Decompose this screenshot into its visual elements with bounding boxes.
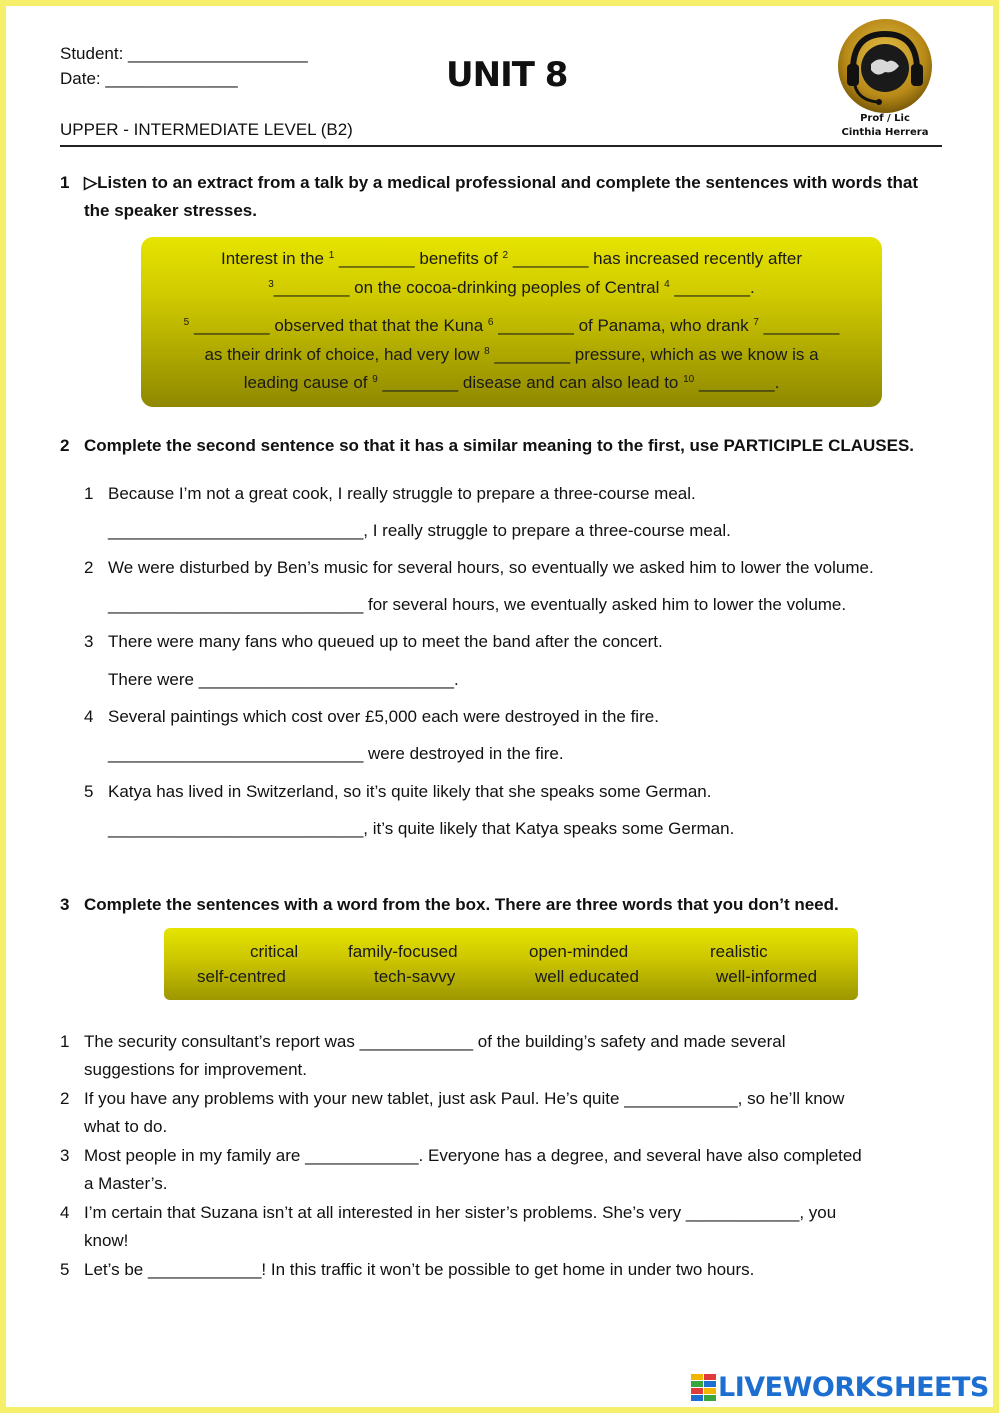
word-option: tech-savvy <box>374 967 456 986</box>
page-title: UNIT 8 <box>446 55 568 95</box>
level-label: UPPER - INTERMEDIATE LEVEL (B2) <box>60 120 353 139</box>
ex3-item-number: 4 <box>60 1203 70 1222</box>
ex3-item-number: 1 <box>60 1032 70 1051</box>
ex2-item-number: 5 <box>84 782 94 801</box>
header-divider <box>60 145 942 147</box>
ex3-item-number: 2 <box>60 1089 70 1108</box>
ex1-number: 1 <box>60 173 70 192</box>
word-box <box>164 928 858 1000</box>
word-option: family-focused <box>348 942 458 961</box>
ex2-item-sentence: Katya has lived in Switzerland, so it’s quite likely that she speaks some German. <box>108 782 712 801</box>
ex3-instruction: Complete the sentences with a word from the box. There are three words that you don’t need. <box>84 895 839 914</box>
ex2-item-sentence: Several paintings which cost over £5,000 each were destroyed in the fire. <box>108 707 659 726</box>
ex3-number: 3 <box>60 895 70 914</box>
ex2-item-sentence: We were disturbed by Ben’s music for several hours, so eventually we asked him to lower the volume. <box>108 558 874 577</box>
ex1-instruction-line2: the speaker stresses. <box>84 201 257 220</box>
word-option: realistic <box>710 942 768 961</box>
liveworksheets-logo-icon <box>691 1374 717 1402</box>
word-option: critical <box>250 942 299 961</box>
liveworksheets-brand[interactable]: LIVEWORKSHEETS <box>718 1372 989 1403</box>
student-field[interactable]: Student: ___________________ <box>60 44 308 63</box>
ex2-item-sentence: There were many fans who queued up to meet the band after the concert. <box>108 632 663 651</box>
ex3-item-number: 3 <box>60 1146 70 1165</box>
word-option: self-centred <box>197 967 286 986</box>
word-option: well-informed <box>716 967 818 986</box>
gapfill-line-4: as their drink of choice, had very low $^8$ ________ pressure, which as we know is a <box>204 345 819 364</box>
ex2-number: 2 <box>60 436 70 455</box>
ex1-instruction-line1: ▷Listen to an extract from a talk by a medical professional and complete the sentences with words that <box>84 173 919 192</box>
gapfill-line-2: $^3$________ on the cocoa-drinking peoples of Central $^4$ ________. <box>268 278 755 297</box>
gapfill-line-1: Interest in the $^1$ ________ benefits of $^2$ ________ has increased recently after <box>220 249 803 268</box>
word-option: open-minded <box>529 942 629 961</box>
ex3-item-sentence-cont: know! <box>84 1231 129 1250</box>
ex3-item-sentence-cont: what to do. <box>84 1117 168 1136</box>
ex2-item-answer-line[interactable]: ___________________________ were destroyed in the fire. <box>108 744 564 763</box>
ex3-item-sentence[interactable]: The security consultant’s report was ____________ of the building’s safety and made several <box>84 1032 786 1051</box>
ex3-item-sentence-cont: a Master’s. <box>84 1174 168 1193</box>
ex3-item-sentence[interactable]: Let’s be ____________! In this traffic it won’t be possible to get home in under two hours. <box>84 1260 755 1279</box>
ex2-item-number: 4 <box>84 707 94 726</box>
headset-globe-logo-icon <box>835 18 935 114</box>
ex2-item-number: 2 <box>84 558 94 577</box>
ex2-item-sentence: Because I’m not a great cook, I really struggle to prepare a three-course meal. <box>108 484 696 503</box>
logo-caption-1: Prof / Lic <box>860 113 910 124</box>
logo-caption-2: Cinthia Herrera <box>841 127 929 138</box>
date-field[interactable]: Date: ______________ <box>60 69 238 88</box>
gapfill-line-5: leading cause of $^9$ ________ disease and can also lead to $^{10}$ ________. <box>243 373 780 392</box>
ex3-item-sentence[interactable]: If you have any problems with your new tablet, just ask Paul. He’s quite ____________, so he’ll know <box>84 1089 845 1108</box>
ex3-item-sentence[interactable]: I’m certain that Suzana isn’t at all interested in her sister’s problems. She’s very ____________, you <box>84 1203 837 1222</box>
ex3-item-sentence-cont: suggestions for improvement. <box>84 1060 307 1079</box>
word-option: well educated <box>535 967 639 986</box>
ex2-item-number: 1 <box>84 484 94 503</box>
ex2-item-answer-line[interactable]: There were ___________________________. <box>108 670 459 689</box>
ex2-item-answer-line[interactable]: ___________________________, it’s quite likely that Katya speaks some German. <box>108 819 735 838</box>
ex2-item-answer-line[interactable]: ___________________________ for several hours, we eventually asked him to lower the volume. <box>108 595 847 614</box>
ex2-item-answer-line[interactable]: ___________________________, I really struggle to prepare a three-course meal. <box>108 521 731 540</box>
listening-gapfill-box <box>141 237 882 407</box>
ex3-item-number: 5 <box>60 1260 70 1279</box>
ex2-instruction: Complete the second sentence so that it has a similar meaning to the first, use PARTICIPLE CLAUSES. <box>84 436 915 455</box>
ex3-item-sentence[interactable]: Most people in my family are ____________. Everyone has a degree, and several have also completed <box>84 1146 862 1165</box>
ex2-item-number: 3 <box>84 632 94 651</box>
gapfill-line-3: $^5$ ________ observed that that the Kuna $^6$ ________ of Panama, who drank $^7$ ________ <box>183 316 840 335</box>
